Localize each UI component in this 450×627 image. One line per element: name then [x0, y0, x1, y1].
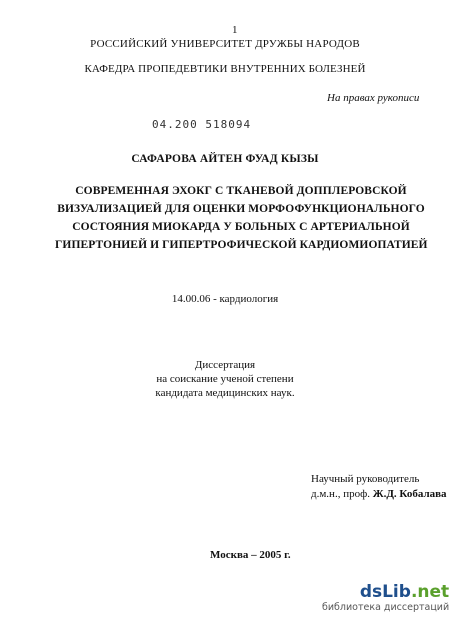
supervisor-block	[311, 472, 447, 502]
thesis-title	[55, 182, 427, 254]
page-number: 1	[232, 24, 238, 36]
watermark-logo	[322, 582, 449, 613]
thesis-title-line: ВИЗУАЛИЗАЦИЕЙ ДЛЯ ОЦЕНКИ МОРФОФУНКЦИОНАЛЬНОГО	[57, 203, 425, 215]
registration-stamp: 04.200 518094	[152, 118, 252, 131]
watermark-brand-main: dsLib	[359, 582, 411, 602]
supervisor-label: Научный руководитель	[311, 473, 420, 485]
thesis-type	[0, 358, 450, 400]
specialty-code: 14.00.06 - кардиология	[171, 293, 279, 305]
thesis-type-line: Диссертация	[194, 359, 256, 371]
supervisor-credentials	[311, 487, 447, 502]
supervisor-name: Ж.Д. Кобалава	[372, 488, 447, 500]
thesis-title-line: СОСТОЯНИЯ МИОКАРДА У БОЛЬНЫХ С АРТЕРИАЛЬНОЙ	[72, 221, 410, 233]
manuscript-note: На правах рукописи	[327, 92, 420, 104]
author-name: САФАРОВА АЙТЕН ФУАД КЫЗЫ	[131, 153, 319, 165]
watermark-brand	[322, 582, 449, 602]
department-name: КАФЕДРА ПРОПЕДЕВТИКИ ВНУТРЕННИХ БОЛЕЗНЕЙ	[84, 63, 366, 75]
university-name: РОССИЙСКИЙ УНИВЕРСИТЕТ ДРУЖБЫ НАРОДОВ	[90, 38, 360, 50]
thesis-title-line: ГИПЕРТОНИЕЙ И ГИПЕРТРОФИЧЕСКОЙ КАРДИОМИОПАТИЕЙ	[55, 239, 428, 251]
watermark-brand-suffix: .net	[410, 582, 450, 602]
thesis-type-line: кандидата медицинских наук.	[155, 387, 295, 399]
thesis-title-line: СОВРЕМЕННАЯ ЭХОКГ С ТКАНЕВОЙ ДОППЛЕРОВСКОЙ	[75, 185, 407, 197]
city-year: Москва – 2005 г.	[210, 549, 291, 561]
thesis-type-line: на соискание ученой степени	[156, 373, 294, 385]
supervisor-title: д.м.н., проф.	[311, 488, 370, 500]
watermark-subtitle: библиотека диссертаций	[322, 602, 450, 613]
